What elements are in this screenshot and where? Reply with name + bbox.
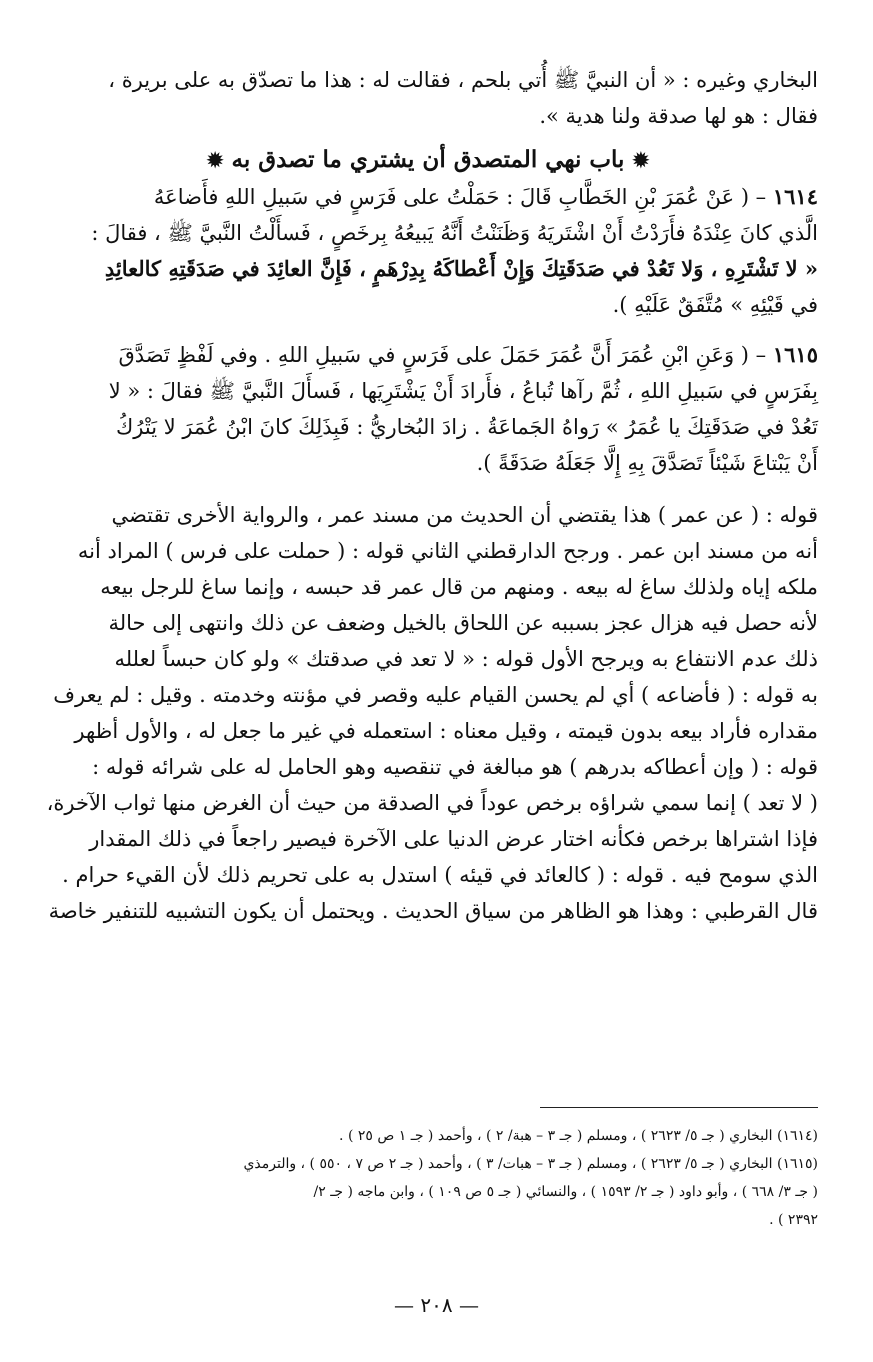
hadith-line: في قَيْئِهِ » مُتَّفَقٌ عَلَيْهِ ). [612,293,818,317]
commentary-line: به قوله : ( فأضاعه ) أي لم يحسن القيام عليه وقصر في مؤنته وخدمته . وقيل : لم يعرف [53,683,818,707]
hadith-text: – ( وَعَنِ ابْنِ عُمَرَ أَنَّ عُمَرَ حَمَلَ على فَرَسٍ في سَبيلِ اللهِ . وفي لَفْظٍ تَصَدَّقَ [118,343,767,367]
commentary-line: قال القرطبي : وهذا هو الظاهر من سياق الحديث . ويحتمل أن يكون التشبيه للتنفير خاصة [48,899,818,923]
footnote-divider [540,1107,818,1108]
commentary-line: الذي سومح فيه . قوله : ( كالعائد في قيئه ) استدل به على تحريم ذلك لأن القيء حرام . [62,863,818,887]
intro-line: البخاري وغيره : « أن النبيَّ ﷺ أُتي بلحم ، فقالت له : هذا ما تصدّق به على بريرة ، [108,68,818,92]
intro-line: فقال : هو لها صدقة ولنا هدية ». [539,104,818,128]
commentary-line: قوله : ( وإن أعطاكه بدرهم ) هو مبالغة في تنقصيه وهو الحامل له على شرائه قوله : [92,755,818,779]
chapter-heading [38,146,818,173]
footnote-line: ( جـ ٣/ ٦٦٨ ) ، وأبو داود ( جـ ٢/ ١٥٩٣ ) ، والنسائي ( جـ ٥ ص ١٠٩ ) ، وابن ماجه ( جـ ٢/ [313,1184,818,1200]
hadith-line: « لا تَشْتَرِهِ ، وَلا تَعُدْ في صَدَقَتِكَ وَإِنْ أَعْطاكَهُ بِدِرْهَمٍ ، فَإِنَّ العائِدَ في صَدَقَتِهِ كالعائِدِ [104,256,818,281]
footnote-line: (١٦١٤) البخاري ( جـ ٥/ ٢٦٢٣ ) ، ومسلم ( جـ ٣ – هبة/ ٢ ) ، وأحمد ( جـ ١ ص ٢٥ ) . [339,1128,818,1144]
hadith-line: أَنْ يَبْتاعَ شَيْئاً تَصَدَّقَ بِهِ إِلَّا جَعَلَهُ صَدَقَةً ). [476,451,818,475]
star-ornament-icon: ✹ [206,148,224,172]
commentary-line: مقداره فأراد بيعه بدون قيمته ، وقيل معناه : استعمله في غير ما جعل له ، والأول أظهر [74,719,818,743]
hadith-number: ١٦١٤ [772,184,818,209]
hadith-line: الَّذي كانَ عِنْدَهُ فأَرَدْتُ أَنْ اشْتَريَهُ وَظَنَنْتُ أَنَّهُ يَبيعُهُ بِرخَصٍ ، فَسأَلْتُ النَّبيَّ ﷺ ، فقالَ : [91,221,818,245]
hadith-line: تَعُدْ في صَدَقَتِكَ يا عُمَرُ » رَواهُ الجَماعَةُ . زادَ البُخاريُّ : فَبِذَلِكَ كانَ ابْنُ عُمَرَ لا يَتْرُكُ [115,415,818,439]
commentary-line: ذلك عدم الانتفاع به ويرجح الأول قوله : « لا تعد في صدقتك » ولو كان حبساً لعلله [114,647,818,671]
hadith-text: – ( عَنْ عُمَرَ بْنِ الخَطَّابِ قَالَ : حَمَلْتُ على فَرَسٍ في سَبيلِ اللهِ فأَضاعَهُ [153,185,767,209]
commentary-line: لأنه حصل فيه هزال عجز بسببه عن اللحاق بالخيل وضعف عن ذلك وانتهى إلى حالة [108,611,818,635]
hadith-line [38,179,818,215]
commentary [38,497,818,929]
footnote-line: (١٦١٥) البخاري ( جـ ٥/ ٢٦٢٣ ) ، ومسلم ( جـ ٣ – هبات/ ٣ ) ، وأحمد ( جـ ٢ ص ٧ ، ٥٥٠ ) ، والترمذي [243,1156,818,1172]
star-ornament-icon: ✹ [632,148,650,172]
commentary-line: فإذا اشتراها برخص فكأنه اختار عرض الدنيا على الآخرة فيصير راجعاً في ذلك المقدار [89,827,818,851]
hadith-1614 [38,179,818,323]
commentary-line: ملكه إياه ولذلك ساغ له بيعه . ومنهم من قال عمر قد حبسه ، وإنما ساغ للرجل بيعه [100,575,818,599]
hadith-line: بِفَرَسٍ في سَبيلِ اللهِ ، ثُمَّ رآها تُباعُ ، فأَرادَ أَنْ يَشْتَرِيَها ، فَسأَلَ النَّبيَّ ﷺ فقالَ : « لا [108,379,818,403]
hadith-1615 [38,337,818,481]
commentary-line: قوله : ( عن عمر ) هذا يقتضي أن الحديث من مسند عمر ، والرواية الأخرى تقتضي [111,503,818,527]
chapter-heading-text: باب نهي المتصدق أن يشتري ما تصدق به [231,146,625,173]
page-number: — ٢٠٨ — [394,1293,479,1317]
footnote-line: ٢٣٩٢ ) . [769,1212,818,1228]
commentary-line: أنه من مسند ابن عمر . ورجح الدارقطني الثاني قوله : ( حملت على فرس ) المراد أنه [77,539,818,563]
hadith-line [38,337,818,373]
commentary-line: ( لا تعد ) إنما سمي شراؤه برخص عوداً في الصدقة من حيث أن الغرض منها ثواب الآخرة، [46,791,818,815]
hadith-number: ١٦١٥ [772,342,818,367]
page-body [38,62,818,929]
intro-paragraph [38,62,818,134]
footnotes [38,1122,818,1234]
